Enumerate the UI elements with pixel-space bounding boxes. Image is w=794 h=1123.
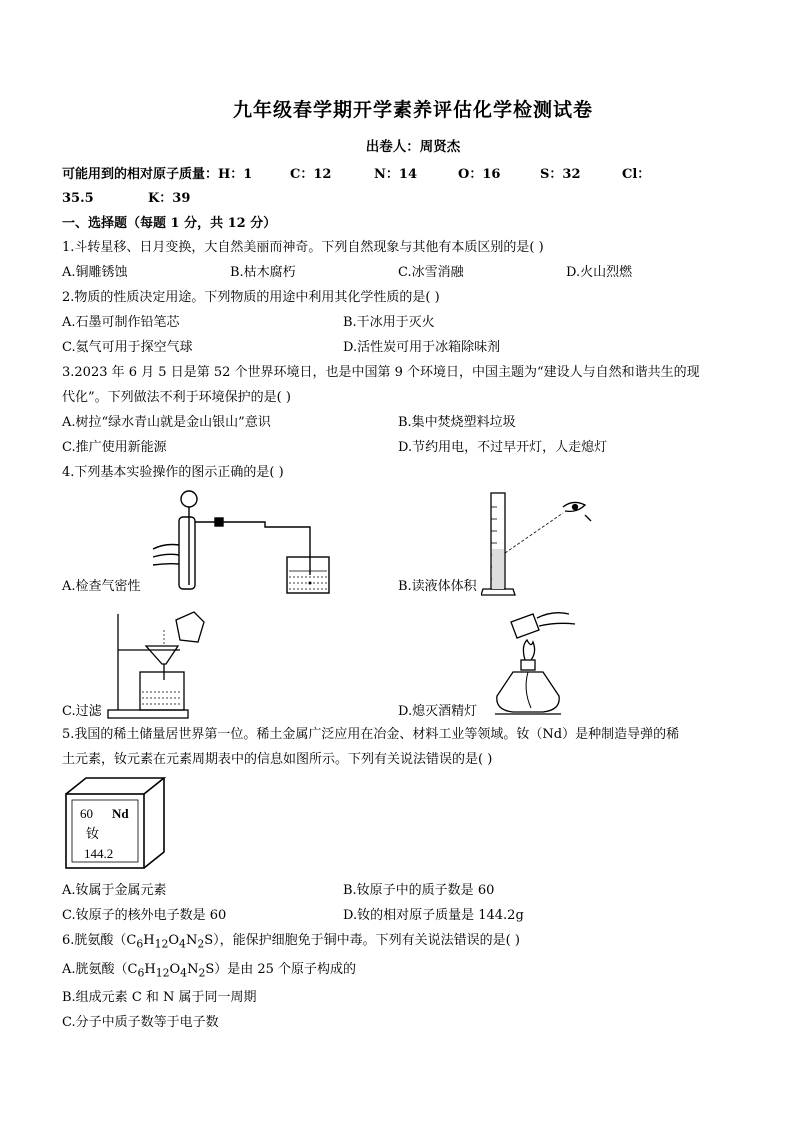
option[interactable]: A.石墨可制作铅笔芯 — [62, 315, 180, 330]
mass-h: H：1 — [218, 167, 253, 182]
question-5-options — [62, 878, 734, 903]
question-3-stem: 3.2023 年 6 月 5 日是第 52 个世界环境日，也是中国第 9 个环境日，中国主题为“建设人与自然和谐共生的现 — [62, 365, 700, 380]
option[interactable]: B.组成元素 C 和 N 属于同一周期 — [62, 990, 257, 1006]
section-heading: 一、选择题（每题 1 分，共 12 分） — [62, 216, 277, 231]
option[interactable]: B.枯木腐朽 — [230, 265, 296, 280]
question-1-options — [62, 260, 734, 285]
option[interactable]: C.过滤 — [62, 704, 102, 719]
question-6-stem: 6.胱氨酸$(C_6H_{12}O_4N_2S)$，能保护细胞免于铜中毒。下列有关说法错误的是( ) — [62, 933, 520, 951]
mass-c: C：12 — [290, 167, 332, 182]
exam-page — [62, 95, 734, 1035]
tile-atomic-number: 60 — [80, 806, 93, 821]
option[interactable]: D.火山烈燃 — [566, 265, 633, 280]
option[interactable]: B.干冰用于灭火 — [343, 315, 435, 330]
question-5-stem: 5.我国的稀土储量居世界第一位。稀土金属广泛应用在冶金、材料工业等领域。钕（Nd）是种制造导弹的稀 — [62, 727, 680, 742]
element-tile-figure — [62, 772, 734, 878]
option[interactable]: D.钕的相对原子质量是 144.2g — [343, 908, 524, 923]
airtightness-check-figure — [145, 487, 345, 597]
chemical-formula: $C_6H_{12}O_4N_2S$ — [127, 961, 215, 980]
author-line: 出卷人：周贤杰 — [365, 139, 461, 155]
question-2-stem: 2.物质的性质决定用途。下列物质的用途中利用其化学性质的是( ) — [62, 290, 440, 305]
option[interactable]: C.钕原子的核外电子数是 60 — [62, 908, 227, 923]
mass-s: S：32 — [540, 167, 581, 182]
mass-n: N：14 — [374, 167, 417, 182]
read-volume-figure — [481, 487, 611, 597]
tile-symbol: Nd — [112, 806, 129, 821]
filtration-figure — [106, 600, 246, 722]
option[interactable]: A.树拉“绿水青山就是金山银山”意识 — [62, 415, 271, 430]
option[interactable]: D.熄灭酒精灯 — [398, 704, 478, 719]
tile-element-name: 钕 — [86, 827, 100, 842]
option[interactable]: A.钕属于金属元素 — [62, 883, 167, 898]
mass-cl: Cl： — [622, 167, 651, 182]
option[interactable]: C.氦气可用于探空气球 — [62, 340, 193, 355]
mass-cl-value: 35.5 — [62, 191, 94, 206]
option[interactable]: A.检查气密性 — [62, 579, 141, 594]
extinguish-lamp-figure — [481, 600, 591, 722]
option[interactable]: C.推广使用新能源 — [62, 440, 167, 455]
question-3-options — [62, 410, 734, 435]
option[interactable]: B.读液体体积 — [398, 579, 477, 594]
option[interactable]: B.钕原子中的质子数是 60 — [343, 883, 495, 898]
option[interactable]: D.节约用电，不过早开灯，人走熄灯 — [398, 440, 608, 455]
option[interactable]: C.分子中质子数等于电子数 — [62, 1015, 219, 1031]
option[interactable]: A.胱氨酸$(C_6H_{12}O_4N_2S)$是由 25 个原子构成的 — [62, 961, 357, 980]
atomic-masses — [62, 163, 734, 211]
chemical-formula: $C_6H_{12}O_4N_2S$ — [126, 933, 214, 951]
question-5-stem-cont: 土元素，钕元素在元素周期表中的信息如图所示。下列有关说法错误的是( ) — [62, 752, 493, 767]
tile-atomic-mass: 144.2 — [84, 846, 114, 861]
mass-o: O：16 — [458, 167, 501, 182]
question-4-figures-row1 — [62, 485, 734, 597]
option[interactable]: B.集中焚烧塑料垃圾 — [398, 415, 516, 430]
page-title: 九年级春学期开学素养评估化学检测试卷 — [232, 99, 593, 121]
option[interactable]: D.活性炭可用于冰箱除味剂 — [343, 340, 501, 355]
mass-k: K：39 — [148, 191, 191, 206]
masses-label: 可能用到的相对原子质量： — [62, 167, 219, 182]
question-1-stem: 1.斗转星移、日月变换，大自然美丽而神奇。下列自然现象与其他有本质区别的是( ) — [62, 240, 544, 255]
question-4-figures-row2 — [62, 597, 734, 722]
question-3-stem-cont: 代化”。下列做法不利于环境保护的是( ) — [62, 390, 291, 405]
option[interactable]: C.冰雪消融 — [398, 265, 464, 280]
option[interactable]: A.铜雕锈蚀 — [62, 265, 128, 280]
question-4-stem: 4.下列基本实验操作的图示正确的是( ) — [62, 465, 284, 480]
question-2-options — [62, 310, 734, 335]
